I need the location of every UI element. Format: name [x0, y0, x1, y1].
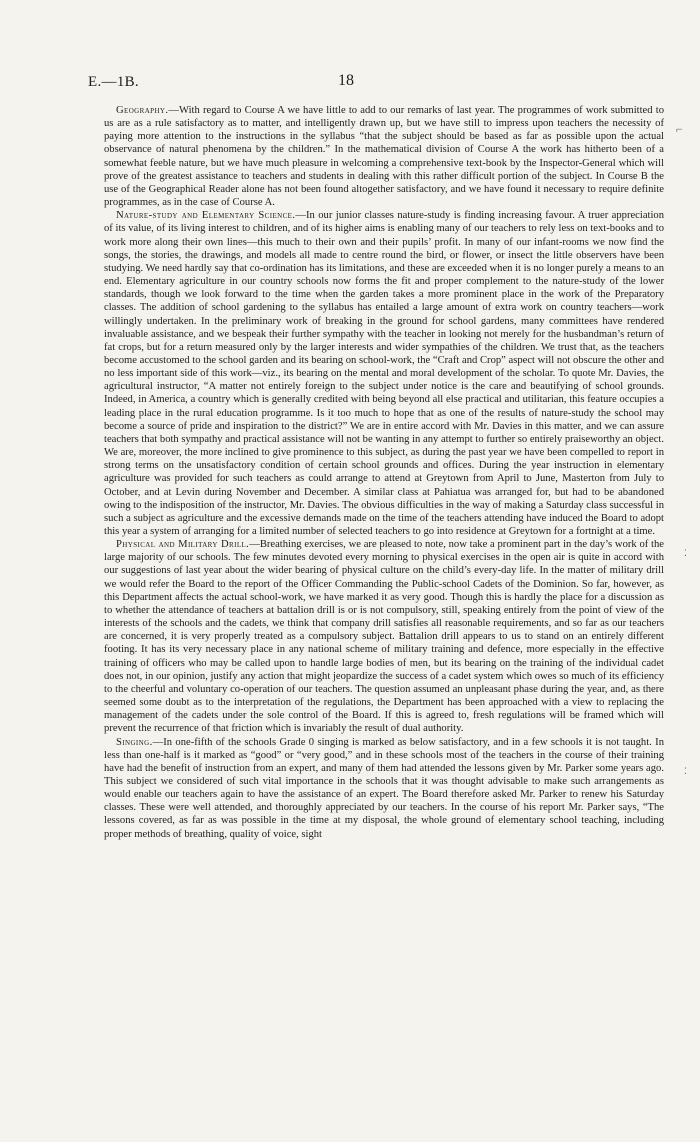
section-heading: Nature-study and Elementary Science. [116, 210, 296, 222]
section-heading: Physical and Military Drill. [116, 539, 250, 551]
margin-mark: ⁚ [684, 548, 687, 558]
paragraph-singing [104, 736, 664, 841]
paragraph-text: —In our junior classes nature-study is finding increasing favour. A truer appreciation of its value, of its living interest to children, and of its higher aims is enabling many of our teachers to rely less on text-books and to work more along their own lines—this much to their own and their pupils’ profit. In many of our infant-rooms we now find the songs, the stories, the drawings, and models all made to centre round the bird, or flower, or insect the little observers have been studying. We need hardly say that co-ordination has its limitations, and these are exceeded when it is no longer purely a means to an end. Elementary agriculture in our country schools now forms the fit and proper complement to the nature-study of the lower standards, though we look forward to the time when the garden takes a more prominent place in the work of the Preparatory classes. The addition of school gardening to the syllabus has entailed a large amount of extra work on country teachers—work willingly undertaken. In the preliminary work of breaking in the ground for school gardens, many committees have rendered invaluable assistance, and we bespeak their further sympathy with the teacher in looking not merely for the husbandman’s return of fat crops, but for a return measured only by the larger interests and wider sympathies of the children. We trust that, as the teachers become accustomed to the school garden and its bearing on school-work, the “Craft and Crop” aspect will not obscure the other and no less important side of this work—viz., its bearing on the mental and moral development of the scholar. To quote Mr. Davies, the agricultural instructor, “A matter not entirely foreign to the subject under notice is the care and beautifying of school grounds. Indeed, in America, a country which is generally credited with being beyond all else practical and utilitarian, this feature occupies a leading place in the rural education programme. Is it too much to hope that as one of the results of nature-study the school may become a source of pride and inspiration to the district?” We are in entire accord with Mr. Davies in this matter, and we can assure teachers that both sympathy and practical assistance will not be wanting in any attempt to further so entirely praiseworthy an object. We are, moreover, the more inclined to give prominence to this subject, as during the past year we have been compelled to report in strong terms on the unsatisfactory condition of certain school grounds and offices. During the year instruction in elementary agriculture was provided for such teachers as could arrange to attend at Greytown from April to June, Masterton from July to October, and at Levin during November and December. A similar class at Pahiatua was arranged for, but had to be abandoned owing to the indisposition of the instructor, Mr. Davies. The obvious difficulties in the way of making a Saturday class successful in such a subject as agriculture and the excessive demands made on the time of the teachers attending have induced the Board to adopt this year a system of arranging for a limited number of selected teachers to go into residence at Greytown for a fortnight at a time. [104, 210, 664, 537]
margin-mark: ⌐ [676, 122, 683, 136]
paragraph-physical-drill [104, 538, 664, 735]
page-number: 18 [338, 72, 354, 89]
section-heading: Singing. [116, 736, 153, 748]
margin-mark: ⁚ [684, 766, 687, 776]
paragraph-geography [104, 104, 664, 209]
paragraph-nature-study [104, 209, 664, 538]
report-body [104, 104, 664, 841]
section-heading: Geography. [116, 105, 169, 116]
paragraph-text: —With regard to Course A we have little to add to our remarks of last year. The programmes of work submitted to us are as a rule satisfactory as to matter, and intelligently drawn up, but we have still to impress upon teachers the necessity of paying more attention to the instructions in the syllabus “that the subject should be based as far as possible upon the actual observance of natural phenomena by the children.” In the mathematical division of Course A the work has hitherto been of a somewhat feeble nature, but we have much pleasure in welcoming a comprehensive text-book by the Inspector-General which will prove of the greatest assistance to teachers and students in dealing with this rather difficult portion of the subject. In Course B the use of the Geographical Reader alone has not been found altogether satisfactory, and we have found it necessary to require definite programmes, as in the case of Course A. [104, 105, 664, 209]
paragraph-text: —Breathing exercises, we are pleased to note, now take a prominent part in the day’s work of the large majority of our schools. The few minutes devoted every morning to physical exercises in the open air is quite in accord with our suggestions of last year about the wider bearing of physical culture on the child’s every-day life. In the matter of military drill we would refer the Board to the report of the Officer Commanding the Public-school Cadets of the Dominion. So far, however, as this Department affects the actual school-work, we have marked it as very good. Though this is hardly the place for a discussion as to whether the attendance of teachers at battalion drill is or is not compulsory, still, speaking entirely from the point of view of the interests of the schools and the cadets, we think that company drill satisfies all reasonable requirements, and so far as our teachers are concerned, it is very properly treated as a compulsory subject. Battalion drill appears to us to stand on an entirely different footing. It has its very necessary place in any national scheme of military training and defence, more especially in the effective training of officers who may be called upon to handle large bodies of men, but its bearing on the training of the individual cadet does not, in our opinion, justify any action that might jeopardize the success of a cadet system which owes so much of its efficiency to the cheerful and voluntary co-operation of our teachers. The question assumed an unpleasant phase during the year, and, as there seemed some doubt as to the interpretation of the regulations, the Department has been approached with a view to replacing the management of the cadets under the sole control of the Board. If this is agreed to, fresh regulations will be framed which will prevent the recurrence of that friction which is invariably the result of dual authority. [104, 539, 664, 735]
document-code: E.—1B. [88, 74, 139, 90]
paragraph-text: —In one-fifth of the schools Grade 0 singing is marked as below satisfactory, and in a few schools it is not taught. In less than one-half is it marked as “good” or “very good,” and in these schools most of the teachers in the course of their training have had the benefit of instruction from an expert, and many of them had attended the lessons given by Mr. Parker some years ago. This subject we considered of such vital importance in the schools that it was thought advisable to make such arrangements as would enable our teachers again to have the assistance of an expert. The Board therefore asked Mr. Parker to renew his Saturday classes. These were well attended, and thoroughly appreciated by our teachers. In the course of his report Mr. Parker says, “The lessons covered, as far as was possible in the time at my disposal, the whole ground of elementary school teaching, including proper methods of breathing, quality of voice, sight [104, 736, 664, 840]
